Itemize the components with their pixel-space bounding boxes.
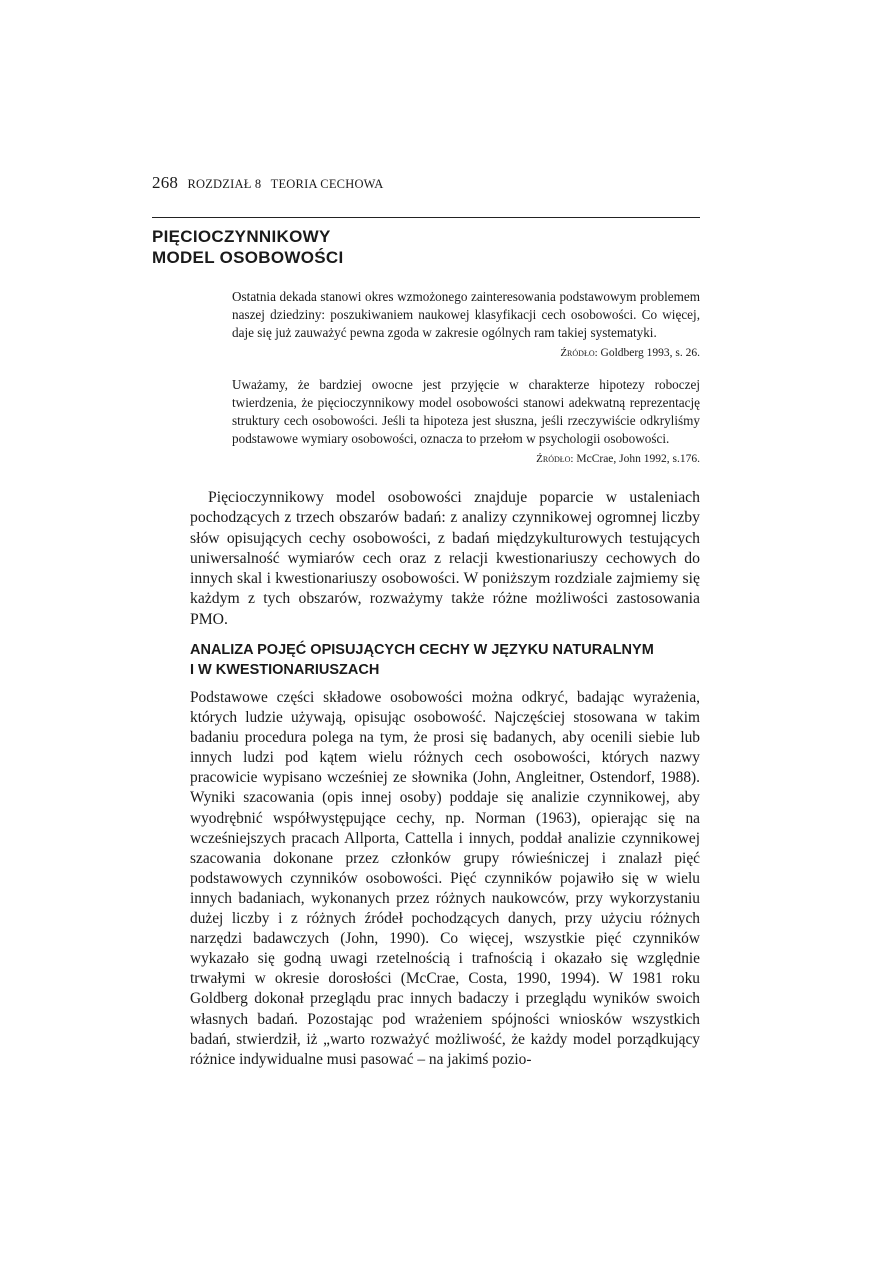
source-label: Źródło:: [536, 453, 574, 465]
section-title: [152, 226, 700, 268]
chapter-title: TEORIA CECHOWA: [270, 177, 384, 191]
body-paragraph: [190, 688, 700, 1070]
quote-source: [232, 450, 700, 468]
header-rule: [152, 217, 700, 218]
subsection-title-line2: I W KWESTIONARIUSZACH: [190, 662, 380, 678]
section-title-line2: MODEL OSOBOWOŚCI: [152, 248, 344, 267]
subsection-title: [190, 640, 700, 680]
page-number: 268: [152, 173, 179, 192]
source-citation: Goldberg 1993, s. 26.: [600, 347, 700, 359]
intro-paragraph: [190, 488, 700, 630]
epigraph-quote: [232, 288, 700, 362]
quote-source: [232, 344, 700, 362]
chapter-label: ROZDZIAŁ 8: [187, 177, 262, 191]
subsection-title-line1: ANALIZA POJĘĆ OPISUJĄCYCH CECHY W JĘZYKU NATURALNYM: [190, 642, 654, 658]
source-label: Źródło:: [560, 347, 598, 359]
quote-text: Uważamy, że bardziej owocne jest przyjęcie w charakterze hipotezy roboczej twierdzenia, że pięcioczynnikowy model osobowości stanowi adekwatną reprezentację struktury cech osobowości. Jeśli ta hipoteza jest słuszna, jeśli rzeczywiście odkryliśmy podstawowe wymiary osobowości, oznacza to przełom w psychologii osobowości.: [232, 377, 700, 446]
running-head: [152, 173, 700, 193]
paragraph-text: Podstawowe części składowe osobowości można odkryć, badając wyrażenia, których ludzie używają, opisując osobowość. Najczęściej stosowana w takim badaniu procedura polega na tym, że prosi się badanych, aby ocenili siebie lub innych ludzi pod kątem wielu różnych cech osobowości, których nazwy pracowicie wypisano wcześniej ze słownika (John, Angleitner, Ostendorf, 1988). Wyniki szacowania (opis innej osoby) poddaje się analizie czynnikowej, aby wyodrębnić współwystępujące cechy, np. Norman (1963), opierając się na wcześniejszych pracach Allporta, Cattella i innych, poddał analizie czynnikowej szacowania dokonane przez członków grupy rówieśniczej i znalazł pięć podstawowych czynników osobowości. Pięć czynników pojawiło się w wielu innych badaniach, wykonanych przez różnych naukowców, przy wykorzystaniu dużej liczby i z różnych źródeł pochodzących danych, przy użyciu różnych narzędzi badawczych (John, 1990). Co więcej, wszystkie pięć czynników wykazało się godną uwagi rzetelnością i trafnością i okazało się względnie trwałymi w okresie dorosłości (McCrae, Costa, 1990, 1994). W 1981 roku Goldberg dokonał przeglądu prac innych badaczy i przeglądu wyników swoich własnych badań. Pozostając pod wrażeniem spójności wniosków wszystkich badań, stwierdził, iż „warto rozważyć możliwość, że każdy model porządkujący różnice indywidualne musi pasować – na jakimś pozio-: [190, 689, 700, 1068]
quote-text: Ostatnia dekada stanowi okres wzmożonego zainteresowania podstawowym problemem naszej dziedziny: poszukiwaniem naukowej klasyfikacji cech osobowości. Co więcej, daje się już zauważyć pewna zgoda w zakresie ogólnych ram takiej systematyki.: [232, 289, 700, 340]
epigraph-quote: [232, 376, 700, 468]
section-title-line1: PIĘCIOCZYNNIKOWY: [152, 227, 331, 246]
source-citation: McCrae, John 1992, s.176.: [576, 453, 700, 465]
paragraph-text: Pięcioczynnikowy model osobowości znajduje poparcie w ustaleniach pochodzących z trzech obszarów badań: z analizy czynnikowej ogromnej liczby słów opisujących cechy osobowości, z badań międzykulturowych testujących uniwersalność wymiarów cech oraz z relacji kwestionariuszy cechowych do innych skal i kwestionariuszy osobowości. W poniższym rozdziale zajmiemy się każdym z tych obszarów, rozważymy także różne możliwości zastosowania PMO.: [190, 489, 700, 628]
